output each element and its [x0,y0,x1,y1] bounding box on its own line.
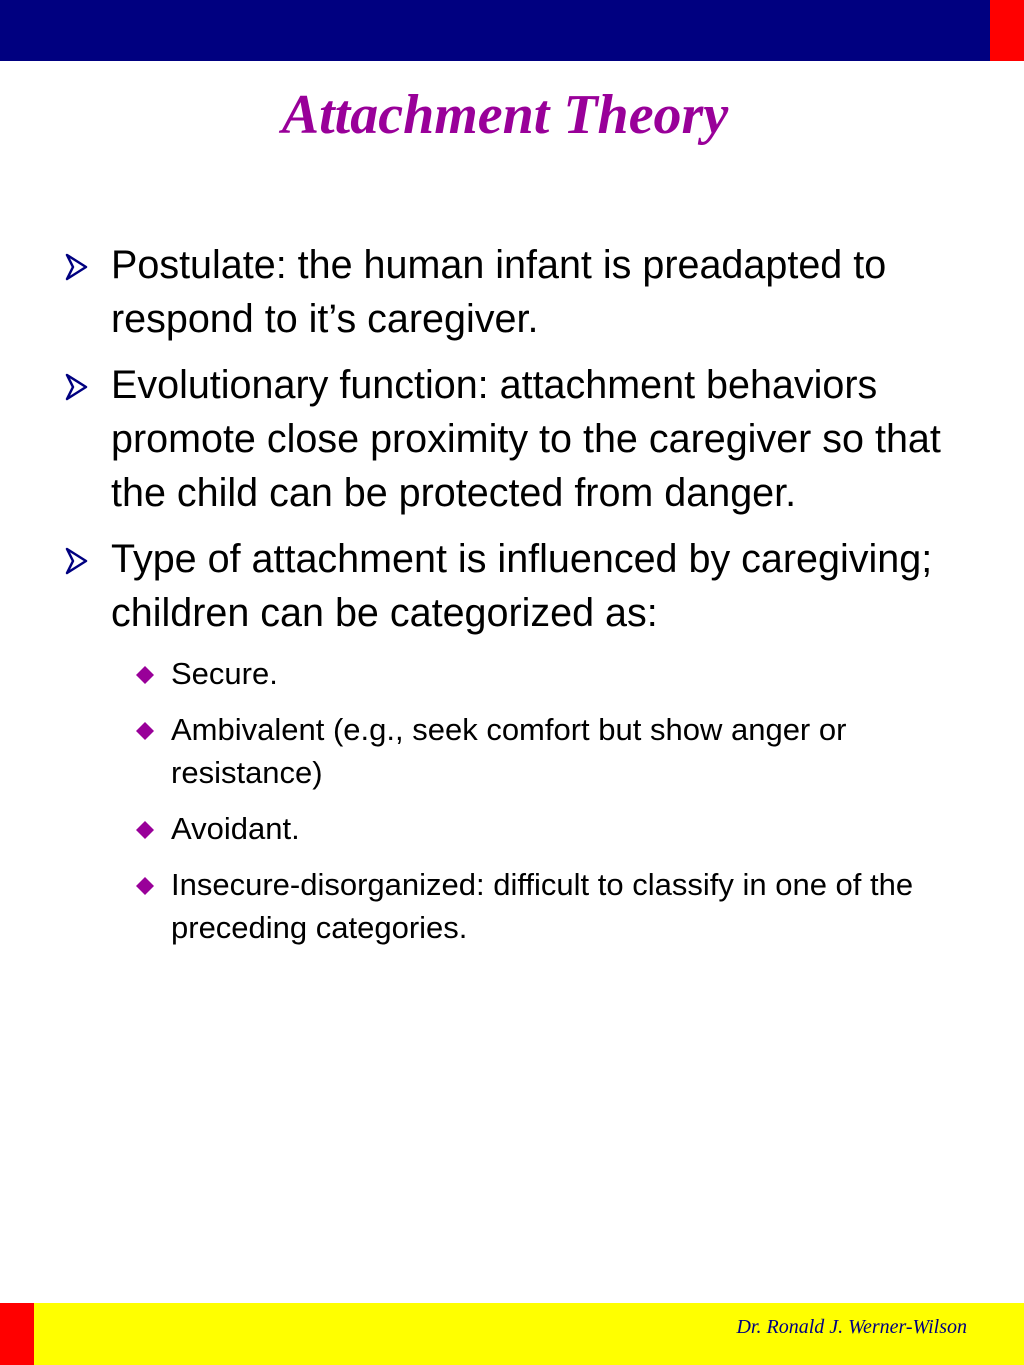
top-accent-block [990,0,1024,61]
footer-accent-block [0,1303,34,1365]
bullet-text: Postulate: the human infant is preadapted to respond to it’s caregiver. [111,243,887,341]
bullet-text: Evolutionary function: attachment behaviors promote close proximity to the caregiver so that the child can be protected from danger. [111,363,941,515]
diamond-icon [135,820,155,840]
bullet-item [62,532,962,640]
bullet-item [62,238,962,346]
slide-title: Attachment Theory [281,84,729,146]
sub-bullet-list [62,652,962,949]
diamond-icon [135,876,155,896]
diamond-icon [135,721,155,741]
sub-bullet-text: Ambivalent (e.g., seek comfort but show anger or resistance) [171,712,847,790]
arrow-right-icon [62,372,92,402]
sub-bullet-text: Avoidant. [171,811,300,846]
slide-content [62,238,962,962]
bullet-text: Type of attachment is influenced by caregiving; children can be categorized as: [111,537,933,635]
diamond-icon [135,665,155,685]
footer-author: Dr. Ronald J. Werner-Wilson [736,1316,967,1338]
sub-bullet-item [62,708,962,794]
top-banner-bar [0,0,990,61]
sub-bullet-item [62,863,962,949]
sub-bullet-text: Insecure-disorganized: difficult to classify in one of the preceding categories. [171,867,914,945]
sub-bullet-item [62,652,962,695]
arrow-right-icon [62,546,92,576]
sub-bullet-text: Secure. [171,656,278,691]
bullet-item [62,358,962,520]
sub-bullet-item [62,807,962,850]
arrow-right-icon [62,252,92,282]
